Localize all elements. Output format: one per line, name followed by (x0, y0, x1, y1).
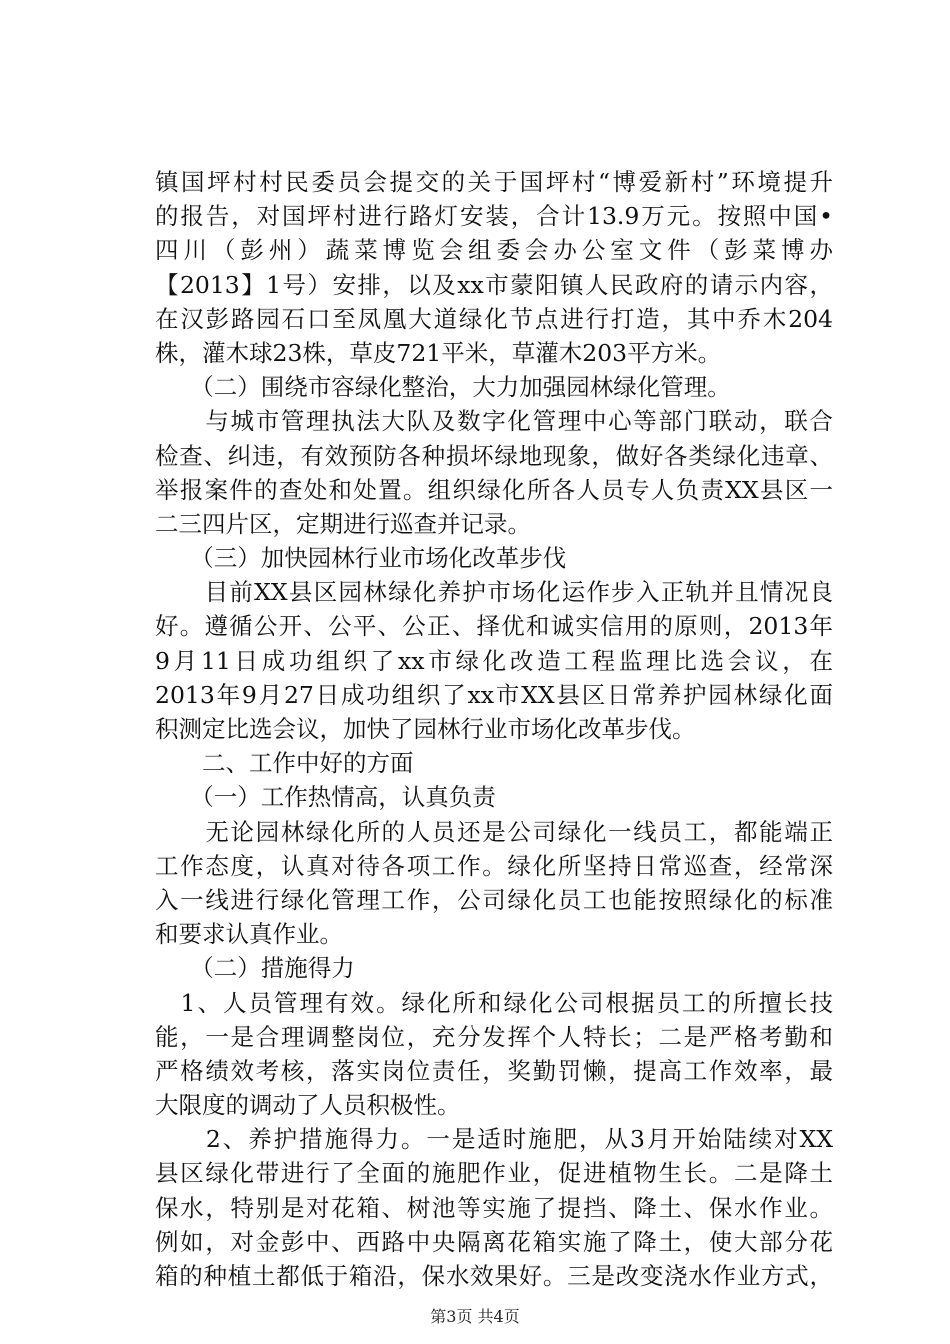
text-line: 目前XX县区园林绿化养护市场化运作步入正轨并且情况良 (155, 578, 833, 607)
text-line: 严格绩效考核，落实岗位责任，奖勤罚懒，提高工作效率，最 (155, 1056, 833, 1085)
text-line: 能，一是合理调整岗位，充分发挥个人特长；二是严格考勤和 (155, 1022, 833, 1051)
text-line: 无论园林绿化所的人员还是公司绿化一线员工，都能端正 (155, 817, 833, 846)
text-line: 四川（彭州）蔬菜博览会组委会办公室文件（彭菜博办 (155, 236, 833, 265)
text-line: 检查、纠违，有效预防各种损坏绿地现象，做好各类绿化违章、 (155, 441, 833, 470)
text-line: 的报告，对国坪村进行路灯安装，合计13.9万元。按照中国• (155, 202, 833, 231)
text-line: 1、人员管理有效。绿化所和绿化公司根据员工的所擅长技 (155, 988, 833, 1017)
text-line: 积测定比选会议，加快了园林行业市场化改革步伐。 (155, 715, 696, 743)
text-line: 箱的种植土都低于箱沿，保水效果好。三是改变浇水作业方式， (155, 1262, 833, 1290)
text-line: 与城市管理执法大队及数字化管理中心等部门联动，联合 (155, 407, 833, 436)
text-line: 例如，对金彭中、西路中央隔离花箱实施了降土，使大部分花 (155, 1227, 833, 1256)
text-line: 2、养护措施得力。一是适时施肥，从3月开始陆续对XX (155, 1125, 833, 1154)
text-line: 入一线进行绿化管理工作，公司绿化员工也能按照绿化的标准 (155, 885, 833, 914)
text-line: （三）加快园林行业市场化改革步伐 (155, 544, 567, 573)
text-line: 2013年9月27日成功组织了xx市XX县区日常养护园林绿化面 (155, 680, 833, 709)
document-body (155, 165, 833, 1293)
text-line: 二、工作中好的方面 (155, 749, 414, 778)
text-line: 大限度的调动了人员积极性。 (155, 1091, 461, 1120)
text-line: 在汉彭路园石口至凤凰大道绿化节点进行打造，其中乔木204 (155, 304, 833, 333)
page-footer: 第3页 共4页 (430, 1307, 520, 1326)
text-line: 【2013】1号）安排，以及xx市蒙阳镇人民政府的请示内容， (155, 270, 833, 299)
text-line: 株，灌木球23株，草皮721平米，草灌木203平方米。 (155, 338, 722, 367)
text-line: （二）围绕市容绿化整治，大力加强园林绿化管理。 (155, 373, 731, 402)
text-line: 举报案件的查处和处置。组织绿化所各人员专人负责XX县区一 (155, 475, 833, 504)
text-line: 县区绿化带进行了全面的施肥作业，促进植物生长。二是降土 (155, 1159, 833, 1188)
text-line: 好。遵循公开、公平、公正、择优和诚实信用的原则，2013年 (155, 612, 833, 641)
text-line: 二三四片区，定期进行巡查并记录。 (155, 509, 531, 538)
text-line: 9月11日成功组织了xx市绿化改造工程监理比选会议，在 (155, 646, 833, 675)
text-line: 和要求认真作业。 (155, 920, 343, 949)
text-line: （二）措施得力 (155, 954, 355, 983)
text-line: 镇国坪村村民委员会提交的关于国坪村“博爱新村”环境提升 (155, 168, 833, 196)
text-line: 工作态度，认真对待各项工作。绿化所坚持日常巡查，经常深 (155, 851, 833, 880)
text-line: 保水，特别是对花箱、树池等实施了提挡、降土、保水作业。 (155, 1193, 833, 1222)
text-line: （一）工作热情高，认真负责 (155, 783, 496, 812)
